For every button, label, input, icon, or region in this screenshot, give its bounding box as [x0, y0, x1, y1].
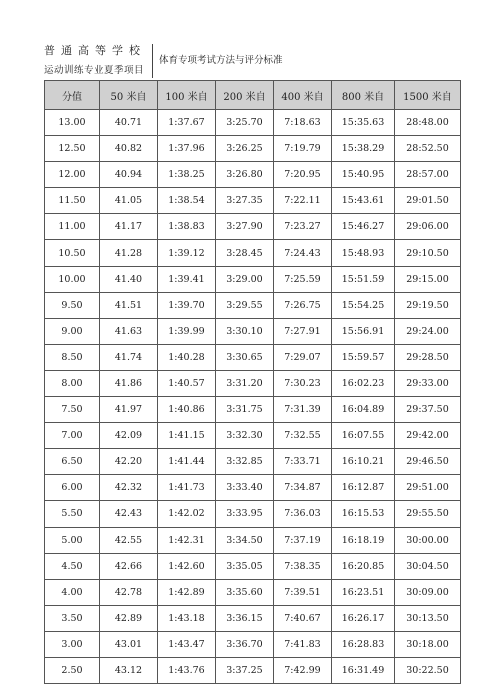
- table-cell: 29:15.00: [395, 266, 461, 292]
- scoring-table: [44, 80, 461, 684]
- table-cell: 7:42.99: [274, 657, 332, 683]
- table-cell: 7.00: [45, 423, 100, 449]
- table-cell: 1:42.89: [158, 579, 216, 605]
- table-cell: 7:41.83: [274, 631, 332, 657]
- table-cell: 3:30.10: [216, 318, 274, 344]
- table-cell: 29:55.50: [395, 501, 461, 527]
- table-cell: 16:20.85: [332, 553, 395, 579]
- table-cell: 1:39.12: [158, 240, 216, 266]
- table-cell: 7:33.71: [274, 449, 332, 475]
- column-header-400m: 400 米自: [274, 81, 332, 110]
- table-cell: 1:41.73: [158, 475, 216, 501]
- table-cell: 15:59.57: [332, 344, 395, 370]
- table-row: [45, 475, 461, 501]
- table-cell: 30:13.50: [395, 605, 461, 631]
- table-cell: 3:26.80: [216, 162, 274, 188]
- table-row: [45, 110, 461, 136]
- table-cell: 7:19.79: [274, 136, 332, 162]
- table-row: [45, 579, 461, 605]
- table-row: [45, 449, 461, 475]
- scoring-table-container: [44, 80, 460, 684]
- table-header-row: [45, 81, 461, 110]
- table-cell: 1:41.44: [158, 449, 216, 475]
- table-row: [45, 501, 461, 527]
- table-cell: 3:37.25: [216, 657, 274, 683]
- table-cell: 42.78: [100, 579, 158, 605]
- table-cell: 1:39.99: [158, 318, 216, 344]
- table-cell: 16:02.23: [332, 370, 395, 396]
- table-cell: 15:38.29: [332, 136, 395, 162]
- table-cell: 7:20.95: [274, 162, 332, 188]
- table-cell: 43.01: [100, 631, 158, 657]
- table-cell: 41.28: [100, 240, 158, 266]
- table-cell: 3:32.30: [216, 423, 274, 449]
- table-cell: 3:31.20: [216, 370, 274, 396]
- table-cell: 1:43.18: [158, 605, 216, 631]
- table-cell: 41.86: [100, 370, 158, 396]
- table-cell: 7:37.19: [274, 527, 332, 553]
- school-name: 普通高等学校: [44, 44, 146, 57]
- table-cell: 7:38.35: [274, 553, 332, 579]
- table-cell: 1:42.60: [158, 553, 216, 579]
- table-cell: 15:46.27: [332, 214, 395, 240]
- table-cell: 30:18.00: [395, 631, 461, 657]
- table-row: [45, 214, 461, 240]
- table-row: [45, 162, 461, 188]
- table-cell: 16:26.17: [332, 605, 395, 631]
- table-cell: 42.66: [100, 553, 158, 579]
- table-cell: 1:42.02: [158, 501, 216, 527]
- table-cell: 42.09: [100, 423, 158, 449]
- table-cell: 29:51.00: [395, 475, 461, 501]
- table-row: [45, 240, 461, 266]
- table-row: [45, 631, 461, 657]
- table-cell: 29:06.00: [395, 214, 461, 240]
- table-cell: 16:15.53: [332, 501, 395, 527]
- table-cell: 5.50: [45, 501, 100, 527]
- table-cell: 7:30.23: [274, 370, 332, 396]
- table-cell: 3:29.55: [216, 292, 274, 318]
- table-cell: 3:30.65: [216, 344, 274, 370]
- table-cell: 12.50: [45, 136, 100, 162]
- table-row: [45, 292, 461, 318]
- table-cell: 30:22.50: [395, 657, 461, 683]
- table-body: [45, 110, 461, 684]
- table-cell: 42.32: [100, 475, 158, 501]
- table-cell: 3:33.95: [216, 501, 274, 527]
- table-cell: 29:19.50: [395, 292, 461, 318]
- table-cell: 7:26.75: [274, 292, 332, 318]
- table-cell: 40.94: [100, 162, 158, 188]
- table-cell: 15:43.61: [332, 188, 395, 214]
- table-cell: 1:42.31: [158, 527, 216, 553]
- table-cell: 13.00: [45, 110, 100, 136]
- table-cell: 29:28.50: [395, 344, 461, 370]
- table-cell: 3:25.70: [216, 110, 274, 136]
- table-row: [45, 266, 461, 292]
- table-row: [45, 344, 461, 370]
- column-header-1500m: 1500 米自: [395, 81, 461, 110]
- table-cell: 1:43.47: [158, 631, 216, 657]
- page-header: [44, 44, 283, 78]
- table-cell: 7:39.51: [274, 579, 332, 605]
- table-cell: 29:37.50: [395, 397, 461, 423]
- table-cell: 7:36.03: [274, 501, 332, 527]
- column-header-200m: 200 米自: [216, 81, 274, 110]
- table-cell: 42.43: [100, 501, 158, 527]
- table-cell: 7:22.11: [274, 188, 332, 214]
- table-cell: 29:33.00: [395, 370, 461, 396]
- table-cell: 3:36.70: [216, 631, 274, 657]
- table-row: [45, 397, 461, 423]
- table-cell: 15:54.25: [332, 292, 395, 318]
- table-cell: 7:40.67: [274, 605, 332, 631]
- document-title: 体育专项考试方法与评分标准: [159, 55, 283, 66]
- table-cell: 10.50: [45, 240, 100, 266]
- table-row: [45, 657, 461, 683]
- table-cell: 3:31.75: [216, 397, 274, 423]
- table-cell: 7:34.87: [274, 475, 332, 501]
- header-left-block: [44, 44, 152, 78]
- table-cell: 7:25.59: [274, 266, 332, 292]
- table-cell: 29:01.50: [395, 188, 461, 214]
- table-row: [45, 318, 461, 344]
- table-cell: 41.05: [100, 188, 158, 214]
- table-cell: 3:27.35: [216, 188, 274, 214]
- table-cell: 1:41.15: [158, 423, 216, 449]
- table-cell: 3:33.40: [216, 475, 274, 501]
- table-cell: 16:28.83: [332, 631, 395, 657]
- table-row: [45, 370, 461, 396]
- table-cell: 3.50: [45, 605, 100, 631]
- table-cell: 42.89: [100, 605, 158, 631]
- table-cell: 9.50: [45, 292, 100, 318]
- table-cell: 16:23.51: [332, 579, 395, 605]
- course-name: 运动训练专业夏季项目: [44, 65, 145, 76]
- table-cell: 7.50: [45, 397, 100, 423]
- table-cell: 16:10.21: [332, 449, 395, 475]
- table-cell: 3:28.45: [216, 240, 274, 266]
- table-cell: 29:24.00: [395, 318, 461, 344]
- table-cell: 15:35.63: [332, 110, 395, 136]
- table-cell: 16:07.55: [332, 423, 395, 449]
- table-cell: 1:39.70: [158, 292, 216, 318]
- table-cell: 3:27.90: [216, 214, 274, 240]
- table-cell: 16:31.49: [332, 657, 395, 683]
- table-cell: 7:27.91: [274, 318, 332, 344]
- table-cell: 16:04.89: [332, 397, 395, 423]
- table-cell: 1:40.86: [158, 397, 216, 423]
- table-cell: 7:23.27: [274, 214, 332, 240]
- table-cell: 42.55: [100, 527, 158, 553]
- table-cell: 3:29.00: [216, 266, 274, 292]
- table-cell: 30:04.50: [395, 553, 461, 579]
- table-cell: 11.50: [45, 188, 100, 214]
- table-row: [45, 423, 461, 449]
- table-cell: 16:18.19: [332, 527, 395, 553]
- table-row: [45, 605, 461, 631]
- table-cell: 30:09.00: [395, 579, 461, 605]
- table-cell: 41.40: [100, 266, 158, 292]
- table-cell: 12.00: [45, 162, 100, 188]
- table-cell: 41.63: [100, 318, 158, 344]
- column-header-100m: 100 米自: [158, 81, 216, 110]
- table-cell: 30:00.00: [395, 527, 461, 553]
- table-row: [45, 188, 461, 214]
- table-cell: 1:39.41: [158, 266, 216, 292]
- table-cell: 1:40.57: [158, 370, 216, 396]
- table-cell: 10.00: [45, 266, 100, 292]
- table-cell: 15:56.91: [332, 318, 395, 344]
- table-cell: 16:12.87: [332, 475, 395, 501]
- table-cell: 1:38.54: [158, 188, 216, 214]
- table-cell: 28:52.50: [395, 136, 461, 162]
- table-cell: 9.00: [45, 318, 100, 344]
- table-cell: 3:32.85: [216, 449, 274, 475]
- table-row: [45, 136, 461, 162]
- table-cell: 3:34.50: [216, 527, 274, 553]
- column-header-800m: 800 米自: [332, 81, 395, 110]
- table-cell: 29:10.50: [395, 240, 461, 266]
- table-cell: 42.20: [100, 449, 158, 475]
- table-cell: 7:24.43: [274, 240, 332, 266]
- table-cell: 3:35.60: [216, 579, 274, 605]
- table-cell: 1:40.28: [158, 344, 216, 370]
- table-cell: 4.50: [45, 553, 100, 579]
- table-cell: 40.71: [100, 110, 158, 136]
- table-cell: 28:48.00: [395, 110, 461, 136]
- column-header-50m: 50 米自: [100, 81, 158, 110]
- table-cell: 2.50: [45, 657, 100, 683]
- table-cell: 1:43.76: [158, 657, 216, 683]
- column-header-score: 分值: [45, 81, 100, 110]
- table-cell: 7:31.39: [274, 397, 332, 423]
- table-cell: 7:29.07: [274, 344, 332, 370]
- table-cell: 6.50: [45, 449, 100, 475]
- table-cell: 41.17: [100, 214, 158, 240]
- table-cell: 11.00: [45, 214, 100, 240]
- table-cell: 1:37.67: [158, 110, 216, 136]
- table-cell: 43.12: [100, 657, 158, 683]
- table-cell: 15:48.93: [332, 240, 395, 266]
- table-cell: 8.50: [45, 344, 100, 370]
- table-cell: 41.51: [100, 292, 158, 318]
- table-cell: 29:46.50: [395, 449, 461, 475]
- table-cell: 41.97: [100, 397, 158, 423]
- table-cell: 6.00: [45, 475, 100, 501]
- table-cell: 41.74: [100, 344, 158, 370]
- table-cell: 4.00: [45, 579, 100, 605]
- table-cell: 29:42.00: [395, 423, 461, 449]
- table-cell: 3:35.05: [216, 553, 274, 579]
- table-cell: 15:40.95: [332, 162, 395, 188]
- table-cell: 8.00: [45, 370, 100, 396]
- table-cell: 1:38.25: [158, 162, 216, 188]
- table-cell: 1:37.96: [158, 136, 216, 162]
- table-cell: 7:32.55: [274, 423, 332, 449]
- table-cell: 1:38.83: [158, 214, 216, 240]
- table-row: [45, 553, 461, 579]
- table-cell: 40.82: [100, 136, 158, 162]
- table-cell: 3:26.25: [216, 136, 274, 162]
- table-cell: 3:36.15: [216, 605, 274, 631]
- table-cell: 7:18.63: [274, 110, 332, 136]
- table-row: [45, 527, 461, 553]
- table-cell: 5.00: [45, 527, 100, 553]
- table-cell: 3.00: [45, 631, 100, 657]
- table-cell: 28:57.00: [395, 162, 461, 188]
- table-cell: 15:51.59: [332, 266, 395, 292]
